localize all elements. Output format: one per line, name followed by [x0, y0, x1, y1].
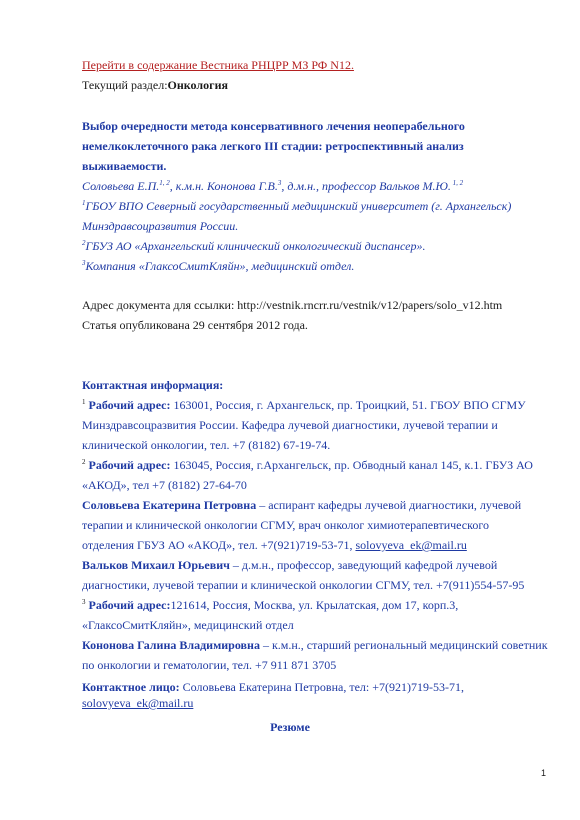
work-address-3-sup: 3	[82, 598, 86, 606]
person-3-line-1	[82, 638, 548, 653]
work-address-1-label: Рабочий адрес:	[85, 398, 171, 412]
person-3-line-2: по онкологии и гематологии, тел. +7 911 871 3705	[82, 658, 337, 672]
contact-person-label: Контактное лицо:	[82, 680, 180, 694]
work-address-3-label: Рабочий адрес:	[85, 598, 171, 612]
contact-person-line-2	[82, 696, 193, 711]
affiliation-2-sup: 2	[82, 239, 86, 247]
person-3-text: – к.м.н., старший региональный медицинский советник	[259, 638, 548, 652]
author-1-degree: , к.м.н.	[169, 179, 208, 193]
work-address-3-text: 121614, Россия, Москва, ул. Крылатская, дом 17, корп.3,	[170, 598, 459, 612]
address-url[interactable]: http://vestnik.rncrr.ru/vestnik/v12/papers/solo_v12.htm	[237, 298, 503, 312]
page-number: 1	[540, 768, 546, 778]
authors-line	[82, 179, 463, 194]
work-address-2-text: 163045, Россия, г.Архангельск, пр. Обводный канал 145, к.1. ГБУЗ АО	[170, 458, 533, 472]
work-address-2-label: Рабочий адрес:	[85, 458, 171, 472]
contact-email-link[interactable]: solovyeva_ek@mail.ru	[82, 696, 194, 710]
person-2-text: – д.м.н., профессор, заведующий кафедрой лучевой	[229, 558, 498, 572]
affiliation-2-text: ГБУЗ АО «Архангельский клинический онкологический диспансер».	[85, 239, 426, 253]
work-address-1-sup: 1	[82, 398, 86, 406]
person-2-line-1	[82, 558, 497, 573]
affiliation-1-text: ГБОУ ВПО Северный государственный медицинский университет (г. Архангельск)	[85, 199, 512, 213]
person-1-line-1	[82, 498, 521, 513]
published-date: Статья опубликована 29 сентября 2012 года.	[82, 318, 308, 332]
author-3-name: Вальков М.Ю.	[379, 179, 451, 193]
person-1-line-2: терапии и клинической онкологии СГМУ, врач онколог химиотерапевтического	[82, 518, 489, 532]
work-address-2-line-1	[82, 458, 533, 473]
work-address-3-line-1	[82, 598, 458, 613]
work-address-1-text: 163001, Россия, г. Архангельск, пр. Троицкий, 51. ГБОУ ВПО СГМУ	[170, 398, 526, 412]
author-2-degree: , д.м.н., профессор	[281, 179, 380, 193]
article-title-line-2: немелкоклеточного рака легкого III стадии: ретроспективный анализ	[82, 139, 464, 153]
contact-person-text: Соловьева Екатерина Петровна, тел: +7(921)719-53-71,	[179, 680, 464, 694]
affiliation-1-line-1	[82, 199, 511, 214]
affiliation-3-sup: 3	[82, 259, 86, 267]
work-address-2-line-2: «АКОД», тел +7 (8182) 27-64-70	[82, 478, 247, 492]
person-2-line-2: диагностики, лучевой терапии и клинической онкологии СГМУ, тел. +7(911)554-57-95	[82, 578, 525, 592]
person-1-text-3: отделения ГБУЗ АО «АКОД», тел. +7(921)719-53-71,	[82, 538, 356, 552]
current-section	[82, 78, 228, 93]
author-1-sup: 1, 2	[159, 179, 170, 187]
affiliation-1-sup: 1	[82, 199, 86, 207]
author-1-name: Соловьева Е.П.	[82, 179, 160, 193]
address-label: Адрес документа для ссылки:	[82, 298, 238, 312]
article-title-line-1: Выбор очередности метода консервативного лечения неоперабельного	[82, 119, 465, 133]
work-address-1-line-2: Минздравсоцразвития России. Кафедра лучевой диагностики, лучевой терапии и	[82, 418, 498, 432]
person-3-name: Кононова Галина Владимировна	[82, 638, 260, 652]
toc-link-line	[82, 58, 354, 73]
person-1-text: – аспирант кафедры лучевой диагностики, лучевой	[256, 498, 522, 512]
toc-link[interactable]: Перейти в содержание Вестника РНЦРР МЗ РФ N12.	[82, 58, 354, 72]
person-2-name: Вальков Михаил Юрьевич	[82, 558, 230, 572]
author-2-sup: 3	[277, 179, 282, 187]
affiliation-1-line-2: Минздравсоцразвития России.	[82, 219, 239, 233]
section-prefix: Текущий раздел:	[82, 78, 168, 92]
person-1-name: Соловьева Екатерина Петровна	[82, 498, 257, 512]
contact-person-line-1	[82, 680, 464, 695]
contacts-heading: Контактная информация:	[82, 378, 224, 392]
resume-heading: Резюме	[270, 720, 310, 734]
person-1-line-3	[82, 538, 467, 553]
person-1-email-link[interactable]: solovyeva_ek@mail.ru	[355, 538, 467, 552]
author-2-name: Кононова Г.В.	[207, 179, 278, 193]
affiliation-2	[82, 239, 425, 254]
article-title-line-3: выживаемости.	[82, 159, 167, 173]
affiliation-3	[82, 259, 354, 274]
work-address-2-sup: 2	[82, 458, 86, 466]
section-name: Онкология	[167, 78, 228, 92]
address-line	[82, 298, 502, 313]
author-3-sup: 1, 2	[450, 179, 464, 187]
affiliation-3-text: Компания «ГлаксоСмитКляйн», медицинский отдел.	[85, 259, 355, 273]
work-address-1-line-1	[82, 398, 526, 413]
work-address-3-line-2: «ГлаксоСмитКляйн», медицинский отдел	[82, 618, 294, 632]
work-address-1-line-3: клинической онкологии, тел. +7 (8182) 67-19-74.	[82, 438, 331, 452]
